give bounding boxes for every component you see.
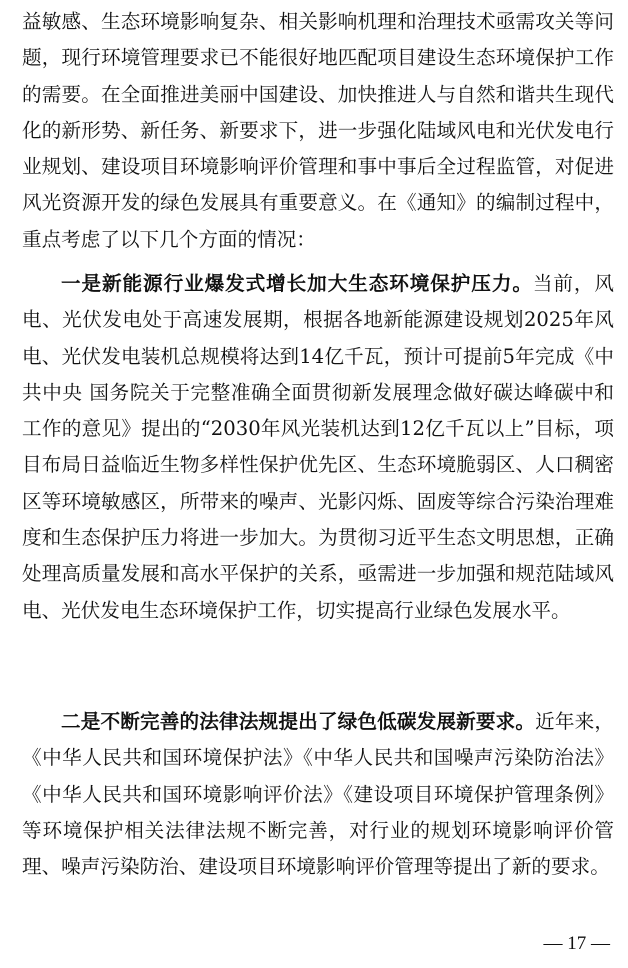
- point-one-heading: 一是新能源行业爆发式增长加大生态环境保护压力。: [61, 272, 533, 295]
- point-two-body: 近年来，《中华人民共和国环境保护法》《中华人民共和国噪声污染防治法》《中华人民共和国环境影响评价法》《建设项目环境保护管理条例》等环境保护相关法律法规不断完善，对行业的规划环境影响评价管理、噪声污染防治、建设项目环境影响评价管理等提出了新的要求。: [22, 710, 615, 879]
- page-number: — 17 —: [543, 933, 610, 954]
- intro-paragraph: 益敏感、生态环境影响复杂、相关影响机理和治理技术亟需攻关等问题，现行环境管理要求已不能很好地匹配项目建设生态环境保护工作的需要。在全面推进美丽中国建设、加快推进人与自然和谐共生现代化的新形势、新任务、新要求下，进一步强化陆域风电和光伏发电行业规划、建设项目环境影响评价管理和事中事后全过程监管，对促进风光资源开发的绿色发展具有重要意义。在《通知》的编制过程中，重点考虑了以下几个方面的情况：: [22, 10, 614, 251]
- point-two-paragraph: [22, 704, 614, 885]
- point-one-paragraph: [22, 266, 614, 629]
- point-one-body: 当前，风电、光伏发电处于高速发展期，根据各地新能源建设规划2025年风电、光伏发电装机总规模将达到14亿千瓦，预计可提前5年完成《中共中央 国务院关于完整准确全面贯彻新发展理念做好碳达峰碳中和工作的意见》提出的“2030年风光装机达到12亿千瓦以上”目标，项目布局日益临近生物多样性保护优先区、生态环境脆弱区、人口稠密区等环境敏感区，所带来的噪声、光影闪烁、固废等综合污染治理难度和生态保护压力将进一步加大。为贯彻习近平生态文明思想，正确处理高质量发展和高水平保护的关系，亟需进一步加强和规范陆域风电、光伏发电生态环境保护工作，切实提高行业绿色发展水平。: [22, 272, 614, 622]
- point-two-heading: 二是不断完善的法律法规提出了绿色低碳发展新要求。: [61, 710, 536, 733]
